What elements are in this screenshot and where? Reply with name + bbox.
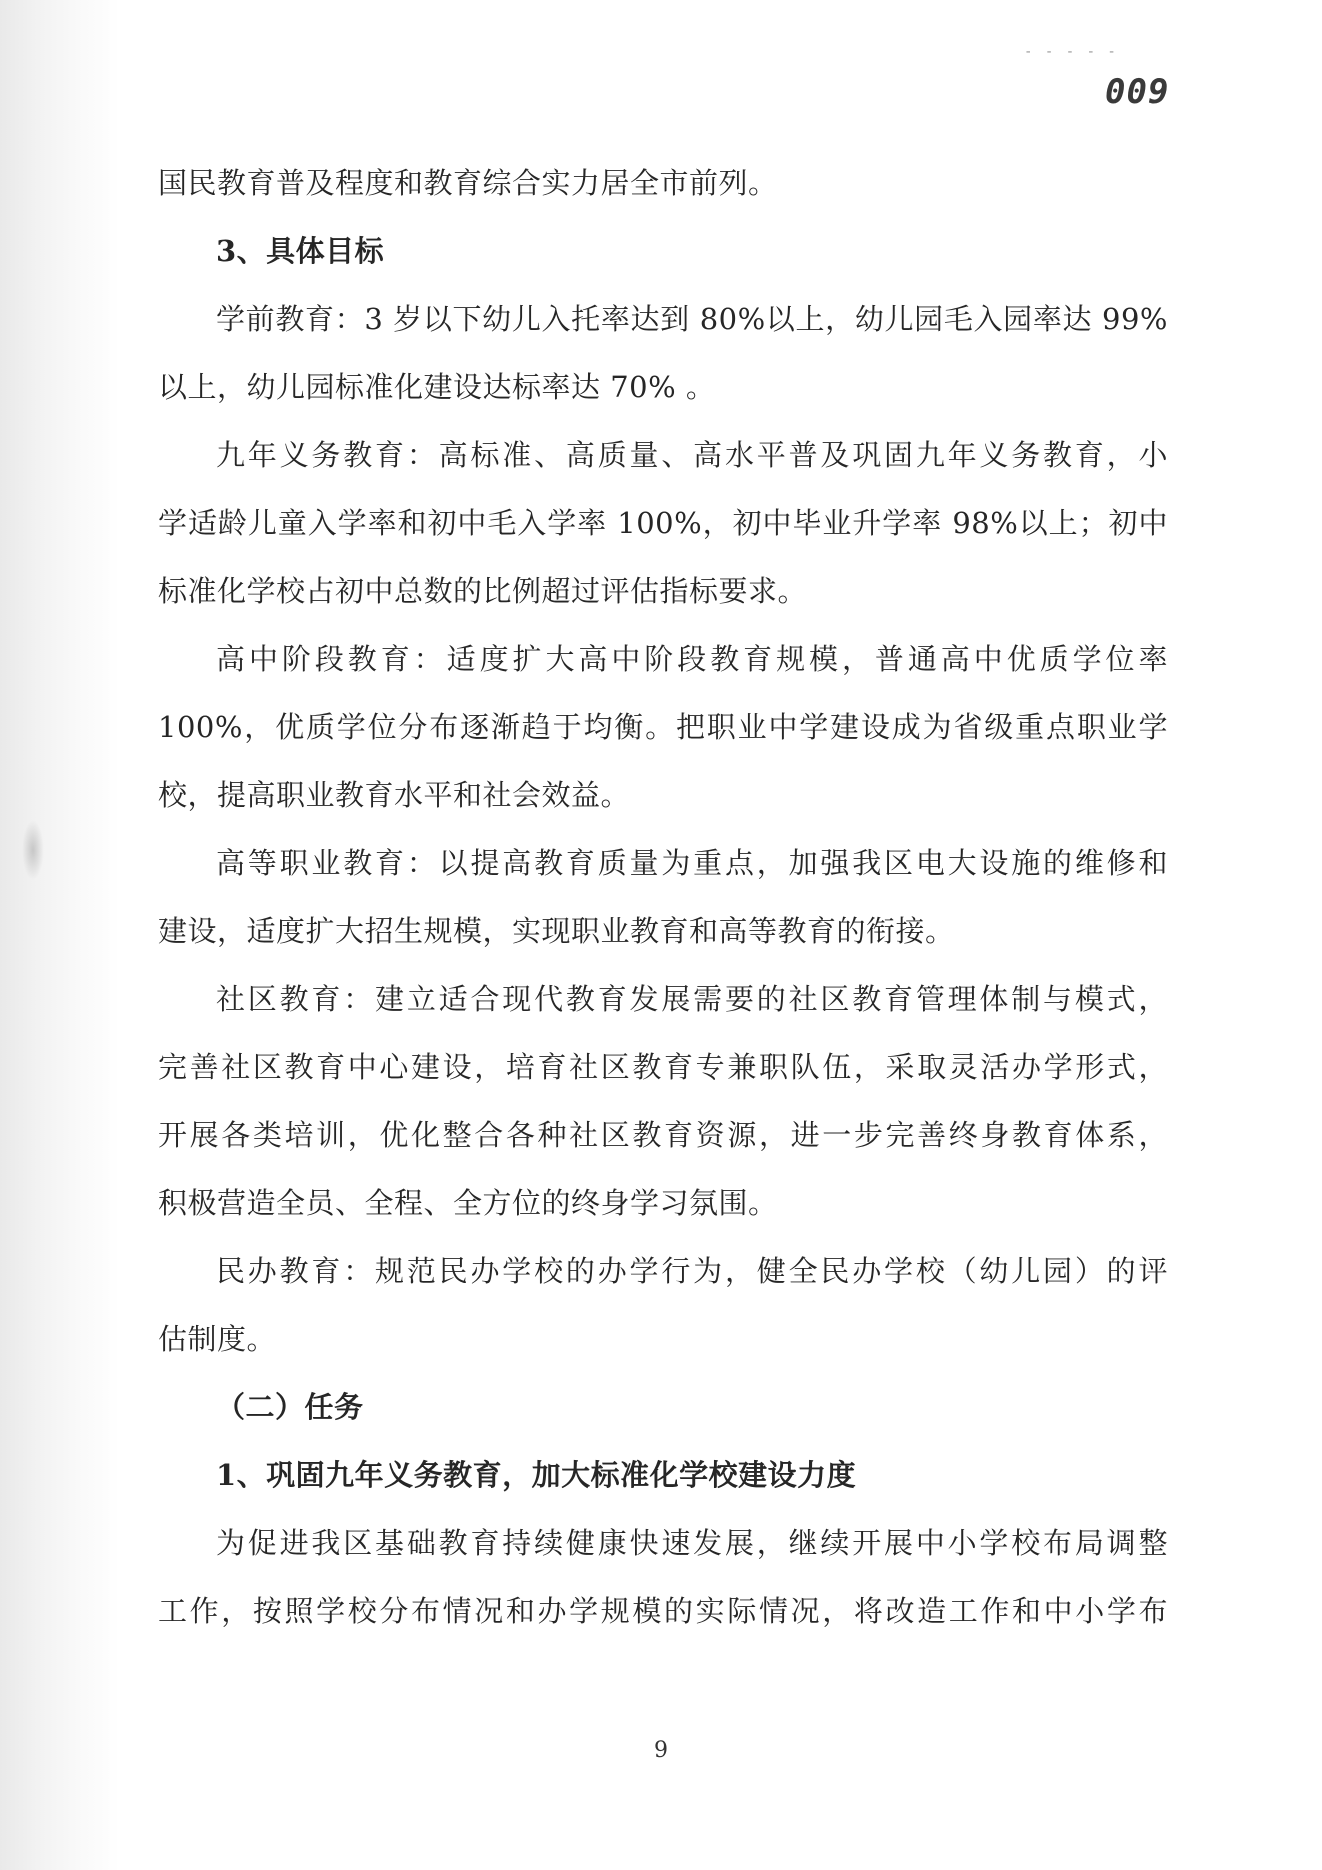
scan-edge-shadow — [0, 0, 120, 1870]
paragraph-line: 为促进我区基础教育持续健康快速发展，继续开展中小学校布局调整 — [216, 1526, 1168, 1560]
paragraph-line: 工作，按照学校分布情况和办学规模的实际情况，将改造工作和中小学布 — [158, 1594, 1168, 1628]
paragraph-line: 标准化学校占初中总数的比例超过评估指标要求。 — [158, 574, 808, 608]
paragraph-line: 民办教育：规范民办学校的办学行为，健全民办学校（幼儿园）的评 — [216, 1254, 1168, 1288]
paragraph-line: 完善社区教育中心建设，培育社区教育专兼职队伍，采取灵活办学形式， — [158, 1050, 1168, 1084]
page-number: 9 — [654, 1738, 668, 1763]
paragraph-line: 高中阶段教育：适度扩大高中阶段教育规模，普通高中优质学位率 — [216, 642, 1168, 676]
paragraph-line: 高等职业教育：以提高教育质量为重点，加强我区电大设施的维修和 — [216, 846, 1168, 880]
paragraph-line: 建设，适度扩大招生规模，实现职业教育和高等教育的衔接。 — [158, 914, 955, 948]
scan-mark — [22, 820, 44, 880]
subsection-heading: 1、巩固九年义务教育，加大标准化学校建设力度 — [216, 1458, 857, 1492]
paragraph-line: 估制度。 — [158, 1322, 277, 1356]
paragraph-line: 校，提高职业教育水平和社会效益。 — [158, 778, 631, 812]
section-heading: 3、具体目标 — [216, 234, 385, 268]
paragraph-line: 国民教育普及程度和教育综合实力居全市前列。 — [158, 166, 778, 200]
paragraph-line: 积极营造全员、全程、全方位的终身学习氛围。 — [158, 1186, 778, 1220]
section-heading: （二）任务 — [216, 1390, 364, 1424]
paragraph-line: 100%，优质学位分布逐渐趋于均衡。把职业中学建设成为省级重点职业学 — [158, 710, 1168, 744]
paragraph-line: 开展各类培训，优化整合各种社区教育资源，进一步完善终身教育体系， — [158, 1118, 1168, 1152]
paragraph-line: 九年义务教育：高标准、高质量、高水平普及巩固九年义务教育，小 — [216, 438, 1168, 472]
paragraph-line: 以上，幼儿园标准化建设达标率达 70% 。 — [158, 370, 716, 404]
paragraph-line: 学前教育：3 岁以下幼儿入托率达到 80%以上，幼儿园毛入园率达 99% — [216, 302, 1168, 336]
paragraph-line: 社区教育：建立适合现代教育发展需要的社区教育管理体制与模式， — [216, 982, 1168, 1016]
stamp-number: 009 — [1105, 72, 1170, 112]
paragraph-line: 学适龄儿童入学率和初中毛入学率 100%，初中毕业升学率 98%以上；初中 — [158, 506, 1168, 540]
document-body — [158, 163, 1168, 1659]
scan-marks: - - - - - — [1024, 44, 1118, 60]
